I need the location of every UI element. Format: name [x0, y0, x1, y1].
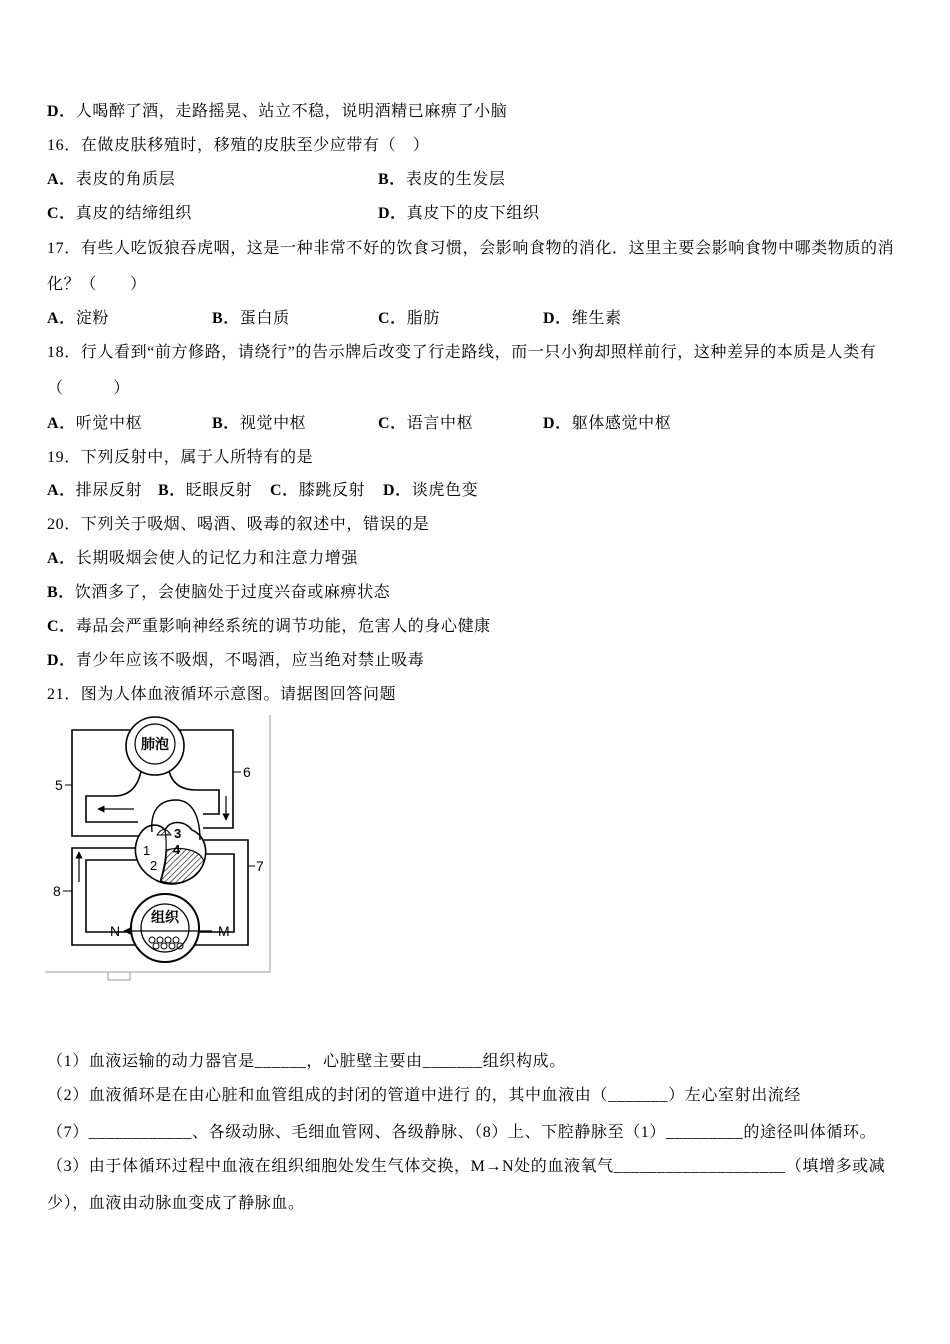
option-letter: D．	[543, 415, 572, 432]
q16-option-c	[47, 204, 192, 224]
option-letter: D．	[543, 310, 572, 327]
label-6: 6	[243, 764, 251, 780]
q21-stem: 21．图为人体血液循环示意图。请据图回答问题	[47, 686, 397, 703]
vessel-5-inner-wall	[86, 771, 141, 822]
option-letter: B．	[378, 171, 406, 188]
q18-option-c	[378, 414, 473, 434]
q20-option-a	[47, 549, 358, 569]
option-text: 饮酒多了，会使脑处于过度兴奋或麻痹状态	[74, 584, 391, 601]
vessel-6-inner-wall	[169, 771, 219, 814]
alveolus-label: 肺泡	[141, 736, 169, 752]
option-letter: B．	[212, 310, 240, 327]
q18-option-b	[212, 414, 306, 434]
point-m-label: M	[218, 923, 230, 939]
option-text: 谈虎色变	[411, 482, 479, 499]
option-text: 毒品会严重影响神经系统的调节功能，危害人的身心健康	[75, 618, 491, 635]
option-text: 脂肪	[406, 310, 440, 327]
q16-option-b	[378, 170, 505, 190]
q18-option-d	[543, 414, 671, 434]
option-letter: B．	[158, 482, 186, 499]
option-letter: A．	[47, 482, 76, 499]
q20-option-d	[47, 651, 424, 671]
option-letter: A．	[47, 415, 76, 432]
figure-frame-notch	[108, 972, 130, 980]
q16-option-d	[378, 204, 540, 224]
q19-option-a	[47, 481, 142, 501]
q18-stem-line-2: （ ）	[47, 380, 131, 397]
option-text: 表皮的生发层	[405, 171, 506, 188]
option-text: 真皮的结缔组织	[75, 205, 192, 222]
q20-option-c	[47, 617, 491, 637]
q17-option-c	[378, 309, 440, 329]
option-letter: C．	[270, 482, 299, 499]
option-text: 真皮下的皮下组织	[406, 205, 540, 222]
q21-part-1: （1）血液运输的动力器官是______，心脏壁主要由_______组织构成。	[47, 1053, 566, 1070]
vessel-7-inner-wall	[199, 854, 234, 932]
q19-stem: 19．下列反射中，属于人所特有的是	[47, 449, 314, 466]
q19-option-c	[270, 481, 365, 501]
q18-option-a	[47, 414, 142, 434]
option-text: 青少年应该不吸烟，不喝酒，应当绝对禁止吸毒	[75, 652, 425, 669]
label-4: 4	[173, 842, 181, 857]
option-text: 视觉中枢	[239, 415, 307, 432]
option-letter: D．	[47, 652, 76, 669]
option-letter: B．	[47, 584, 75, 601]
option-letter: A．	[47, 171, 76, 188]
tissue-label: 组织	[151, 909, 179, 925]
label-5: 5	[55, 777, 63, 793]
option-letter: C．	[378, 415, 407, 432]
option-text: 排尿反射	[75, 482, 143, 499]
option-letter: C．	[47, 618, 76, 635]
option-letter: A．	[47, 310, 76, 327]
point-n-label: N	[110, 923, 121, 939]
q17-option-a	[47, 309, 109, 329]
q17-option-d	[543, 309, 622, 329]
label-2: 2	[150, 858, 158, 873]
q19-option-b	[158, 481, 252, 501]
q16-stem: 16．在做皮肤移殖时，移殖的皮肤至少应带有（ ）	[47, 137, 430, 154]
option-letter: D．	[47, 103, 76, 120]
option-text: 淀粉	[75, 310, 109, 327]
option-letter: A．	[47, 550, 76, 567]
label-1: 1	[143, 843, 151, 858]
q16-option-a	[47, 170, 175, 190]
option-letter: B．	[212, 415, 240, 432]
option-text: 语言中枢	[406, 415, 474, 432]
q20-stem: 20．下列关于吸烟、喝酒、吸毒的叙述中，错误的是	[47, 516, 430, 533]
q18-stem-line-1: 18．行人看到“前方修路，请绕行”的告示牌后改变了行走路线，而一只小狗却照样前行，这种差异的本质是人类有	[47, 344, 877, 361]
option-text: 维生素	[571, 310, 622, 327]
q21-part-2-line-2: （7）____________、各级动脉、毛细血管网、各级静脉、（8）上、下腔静脉至（1）_________的途径叫体循环。	[47, 1124, 877, 1141]
vessel-5-outer-wall	[72, 730, 140, 836]
q21-part-3-line-1: （3）由于体循环过程中血液在组织细胞处发生气体交换，M→N处的血液氧气____________________（填增多或减	[47, 1158, 886, 1175]
option-letter: C．	[47, 205, 76, 222]
option-text: 蛋白质	[239, 310, 290, 327]
option-letter: D．	[378, 205, 407, 222]
left-ventricle-hatch	[161, 849, 204, 884]
q21-part-3-line-2: 少），血液由动脉血变成了静脉血。	[47, 1195, 305, 1212]
blood-circulation-diagram	[45, 713, 275, 983]
q19-option-d	[383, 481, 478, 501]
option-text: 膝跳反射	[298, 482, 366, 499]
option-text: 人喝醉了酒，走路摇晃、站立不稳，说明酒精已麻痹了小脑	[75, 103, 508, 120]
label-8: 8	[53, 883, 61, 899]
option-text: 长期吸烟会使人的记忆力和注意力增强	[75, 550, 358, 567]
option-text: 表皮的角质层	[75, 171, 176, 188]
q17-option-b	[212, 309, 290, 329]
label-3: 3	[174, 826, 182, 841]
option-text: 听觉中枢	[75, 415, 143, 432]
option-letter: D．	[383, 482, 412, 499]
q15-option-d	[47, 102, 507, 122]
option-text: 眨眼反射	[185, 482, 253, 499]
option-letter: C．	[378, 310, 407, 327]
q17-stem-line-2: 化？（ ）	[47, 276, 147, 293]
q21-part-2-line-1: （2）血液循环是在由心脏和血管组成的封闭的管道中进行 的，其中血液由（_______）左心室射出流经	[47, 1087, 802, 1104]
q17-stem-line-1: 17．有些人吃饭狼吞虎咽，这是一种非常不好的饮食习惯，会影响食物的消化．这里主要会影响食物中哪类物质的消	[47, 240, 895, 257]
q20-option-b	[47, 583, 390, 603]
option-text: 躯体感觉中枢	[571, 415, 672, 432]
label-7: 7	[256, 858, 264, 874]
